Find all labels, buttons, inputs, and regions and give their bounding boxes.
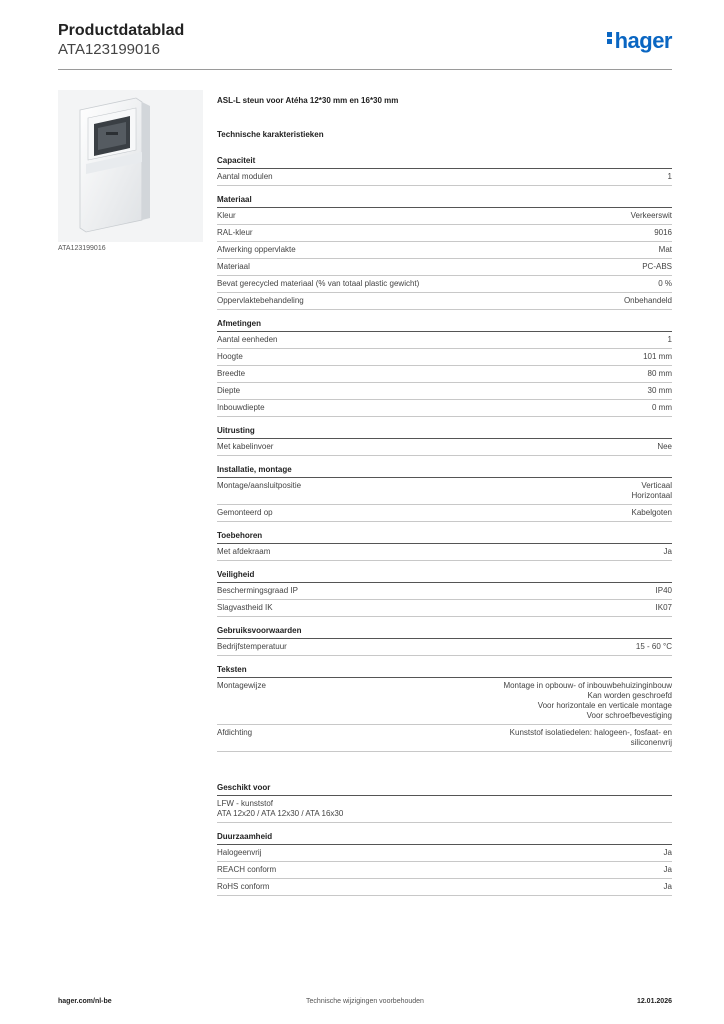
spec-row (217, 439, 672, 456)
spec-value: Ja (663, 882, 672, 891)
logo-dots-icon (607, 30, 613, 46)
section-title: Installatie, montage (217, 465, 672, 478)
spec-value-line: Voor schroefbevestiging (586, 711, 672, 720)
spec-value: 15 - 60 °C (635, 642, 672, 651)
section-teksten (217, 665, 672, 752)
spec-label: Afdichting (217, 728, 253, 737)
spec-label: Aantal eenheden (217, 335, 278, 344)
spec-row (217, 259, 672, 276)
footer-disclaimer: Technische wijzigingen voorbehouden (306, 998, 424, 1005)
spec-row (217, 796, 672, 823)
spec-label: Bedrijfstemperatuur (217, 642, 287, 651)
spec-row (217, 862, 672, 879)
spec-label: Slagvastheid IK (217, 603, 273, 612)
spec-heading: Technische karakteristieken (217, 130, 324, 139)
spec-value: Onbehandeld (623, 296, 672, 305)
spec-value-line: Kunststof isolatiedelen: halogeen-, fosfaat- en (509, 728, 672, 737)
spec-label: Bevat gerecycled materiaal (% van totaal plastic gewicht) (217, 279, 420, 288)
section-duurzaamheid (217, 832, 672, 896)
section-title: Uitrusting (217, 426, 672, 439)
spec-value: IK07 (655, 603, 672, 612)
spec-label: Materiaal (217, 262, 250, 271)
spec-row (217, 225, 672, 242)
spec-label: Oppervlaktebehandeling (217, 296, 304, 305)
spec-row (217, 383, 672, 400)
spec-value: 80 mm (647, 369, 672, 378)
section-toebehoren (217, 531, 672, 561)
spec-value: Kabelgoten (631, 508, 672, 517)
spec-label: Met afdekraam (217, 547, 271, 556)
spec-label: RoHS conform (217, 882, 270, 891)
document-title: Productdatablad (58, 22, 185, 39)
spec-value-line: Montage in opbouw- of inbouwbehuizinginbouw (503, 681, 672, 690)
spec-label: Beschermingsgraad IP (217, 586, 298, 595)
spec-label: Gemonteerd op (217, 508, 273, 517)
spec-row (217, 293, 672, 310)
spec-value: IP40 (655, 586, 672, 595)
spec-value: 1 (667, 335, 672, 344)
spec-value (301, 481, 672, 501)
spec-value: PC-ABS (642, 262, 672, 271)
image-caption: ATA123199016 (58, 245, 106, 252)
spec-row (217, 400, 672, 417)
spec-label: Halogeenvrij (217, 848, 262, 857)
spec-value-line: Verticaal (641, 481, 672, 490)
spec-label: Hoogte (217, 352, 243, 361)
page-header (58, 22, 672, 70)
footer-date: 12.01.2026 (636, 998, 672, 1005)
spec-value: 1 (667, 172, 672, 181)
header-divider (58, 69, 672, 70)
spec-value-line: Horizontaal (631, 491, 672, 500)
spec-value: 101 mm (643, 352, 672, 361)
logo-text: hager (614, 28, 672, 53)
spec-value: 0 % (658, 279, 672, 288)
product-image (58, 90, 203, 242)
spec-row (217, 600, 672, 617)
spec-row (217, 583, 672, 600)
spec-value (266, 681, 672, 721)
spec-label: REACH conform (217, 865, 277, 874)
spec-label-line: LFW - kunststof (217, 799, 274, 808)
spec-row (217, 639, 672, 656)
section-uitrusting (217, 426, 672, 456)
section-title: Materiaal (217, 195, 672, 208)
spec-value-line: Voor horizontale en verticale montage (537, 701, 672, 710)
spec-label: RAL-kleur (217, 228, 253, 237)
spec-row (217, 478, 672, 505)
product-name: ASL-L steun voor Atéha 12*30 mm en 16*30 mm (217, 96, 399, 105)
product-photo-icon (58, 90, 203, 242)
spec-label: Inbouwdiepte (217, 403, 265, 412)
spec-label: Montagewijze (217, 681, 266, 690)
spec-row (217, 678, 672, 725)
spec-row (217, 725, 672, 752)
section-veiligheid (217, 570, 672, 617)
spec-value-line: siliconenvrij (630, 738, 672, 747)
spec-value: Ja (663, 848, 672, 857)
spec-label: Kleur (217, 211, 236, 220)
section-materiaal (217, 195, 672, 310)
section-title: Veiligheid (217, 570, 672, 583)
spec-row (217, 242, 672, 259)
section-capaciteit (217, 156, 672, 186)
section-title: Toebehoren (217, 531, 672, 544)
spec-row (217, 544, 672, 561)
spec-value: 9016 (654, 228, 672, 237)
spec-row (217, 332, 672, 349)
spec-label: Diepte (217, 386, 241, 395)
spec-value: 0 mm (652, 403, 672, 412)
section-spacer (217, 761, 672, 783)
spec-label-line: ATA 12x20 / ATA 12x30 / ATA 16x30 (217, 809, 344, 818)
section-title: Teksten (217, 665, 672, 678)
spec-row (217, 169, 672, 186)
spec-label: Met kabelinvoer (217, 442, 274, 451)
section-title: Afmetingen (217, 319, 672, 332)
spec-value: 30 mm (647, 386, 672, 395)
section-geschikt-voor (217, 783, 672, 823)
spec-label: Afwerking oppervlakte (217, 245, 296, 254)
spec-value: Mat (658, 245, 672, 254)
spec-label (217, 799, 343, 819)
spec-row (217, 845, 672, 862)
spec-value: Ja (663, 547, 672, 556)
section-title: Duurzaamheid (217, 832, 672, 845)
datasheet-content (217, 96, 672, 905)
section-installatie (217, 465, 672, 522)
spec-row (217, 879, 672, 896)
spec-row (217, 366, 672, 383)
spec-label: Montage/aansluitpositie (217, 481, 302, 490)
spec-value (252, 728, 672, 748)
spec-row (217, 505, 672, 522)
spec-value: Verkeerswit (630, 211, 672, 220)
section-title: Geschikt voor (217, 783, 672, 796)
section-afmetingen (217, 319, 672, 417)
spec-value: Nee (657, 442, 672, 451)
spec-value-line: Kan worden geschroefd (587, 691, 672, 700)
spec-label: Aantal modulen (217, 172, 273, 181)
spec-label: Breedte (217, 369, 246, 378)
product-code: ATA123199016 (58, 41, 161, 58)
spec-row (217, 208, 672, 225)
section-title: Capaciteit (217, 156, 672, 169)
spec-row (217, 276, 672, 293)
footer-website-link[interactable]: hager.com/nl-be (58, 998, 112, 1005)
hager-logo (607, 28, 672, 54)
spec-value: Ja (663, 865, 672, 874)
section-gebruiksvoorwaarden (217, 626, 672, 656)
section-title: Gebruiksvoorwaarden (217, 626, 672, 639)
spec-row (217, 349, 672, 366)
